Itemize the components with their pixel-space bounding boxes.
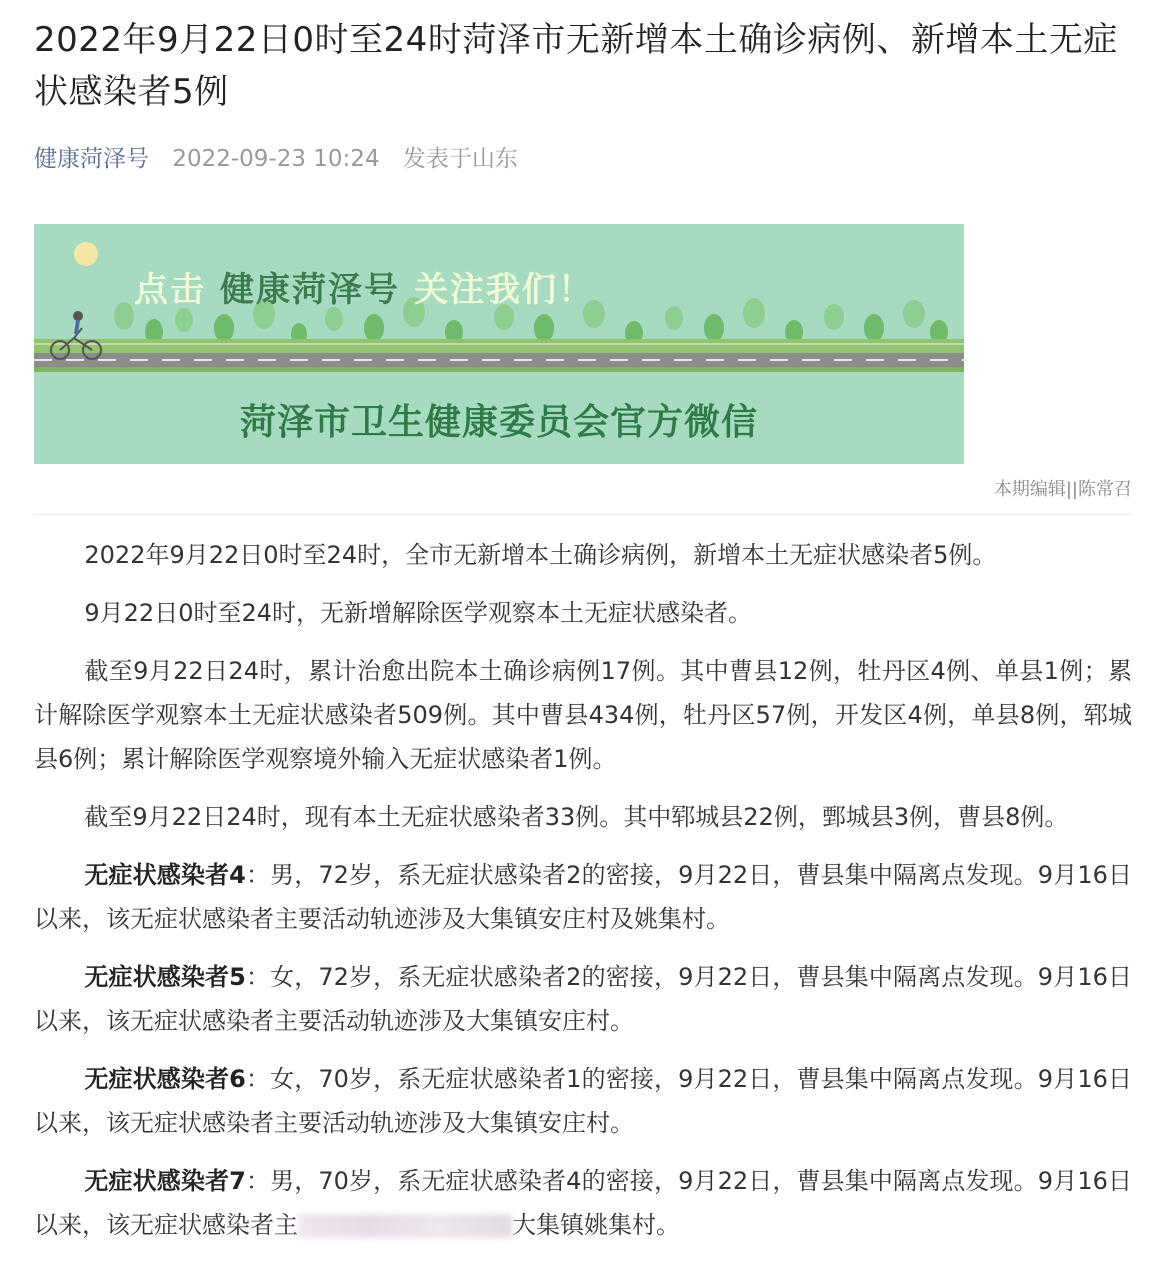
paragraph: 截至9月22日24时，现有本土无症状感染者33例。其中郓城县22例，鄄城县3例，曹县8例。 [84, 803, 1069, 831]
article-title: 2022年9月22日0时至24时菏泽市无新增本土确诊病例、新增本土无症状感染者5例 [34, 20, 1118, 112]
article [34, 0, 1132, 1261]
sun-icon [74, 242, 98, 266]
publish-time: 2022-09-23 10:24 [172, 146, 380, 172]
case-label: 无症状感染者6 [84, 1065, 246, 1093]
article-meta [34, 144, 1132, 174]
paragraph: 2022年9月22日0时至24时，全市无新增本土确诊病例，新增本土无症状感染者5例。 [84, 541, 997, 569]
banner-follow-text [134, 262, 594, 311]
case-paragraph [34, 1057, 1132, 1145]
publish-location: 发表于山东 [402, 146, 518, 172]
article-body [34, 533, 1132, 1247]
case-paragraph [34, 1159, 1132, 1247]
case-text: ：女，72岁，系无症状感染者2的密接，9月22日，曹县集中隔离点发现。9月16日以来，该无症状感染者主要活动轨迹涉及大集镇安庄村。 [34, 963, 1132, 1035]
case-text: ：男，72岁，系无症状感染者2的密接，9月22日，曹县集中隔离点发现。9月16日以来，该无症状感染者主要活动轨迹涉及大集镇安庄村及姚集村。 [34, 861, 1132, 933]
banner-org-name: 菏泽市卫生健康委员会官方微信 [239, 402, 758, 443]
paragraph: 截至9月22日24时，累计治愈出院本土确诊病例17例。其中曹县12例，牡丹区4例、单县1例；累计解除医学观察本土无症状感染者509例。其中曹县434例，牡丹区57例，开发区4例，单县8例，郓城县6例；累计解除医学观察境外输入无症状感染者1例。 [34, 657, 1132, 773]
account-name-link[interactable]: 健康菏泽号 [34, 146, 149, 172]
editor-credit: 本期编辑||陈常召 [993, 479, 1132, 500]
case-text: ：女，70岁，系无症状感染者1的密接，9月22日，曹县集中隔离点发现。9月16日以来，该无症状感染者主要活动轨迹涉及大集镇安庄村。 [34, 1065, 1132, 1137]
banner-text-account: 健康菏泽号 [220, 270, 400, 310]
blurred-overlay [298, 1214, 512, 1238]
case-text: ：男，70岁，系无症状感染者4的密接，9月22日，曹县集中隔离点发现。9月16日以来，该无症状感染者主 [34, 1167, 1132, 1239]
banner-text-click: 点击 [134, 270, 206, 310]
divider [34, 514, 1132, 515]
case-label: 无症状感染者5 [84, 963, 246, 991]
grass-strip [34, 339, 964, 353]
banner-text-follow: 关注我们！ [414, 270, 594, 310]
paragraph: 9月22日0时至24时，无新增解除医学观察本土无症状感染者。 [84, 599, 753, 627]
case-label: 无症状感染者4 [84, 861, 246, 889]
case-label: 无症状感染者7 [84, 1167, 246, 1195]
case-paragraph [34, 955, 1132, 1043]
case-text: 大集镇姚集村。 [512, 1211, 680, 1239]
follow-banner-image[interactable] [34, 224, 964, 464]
case-paragraph [34, 853, 1132, 941]
